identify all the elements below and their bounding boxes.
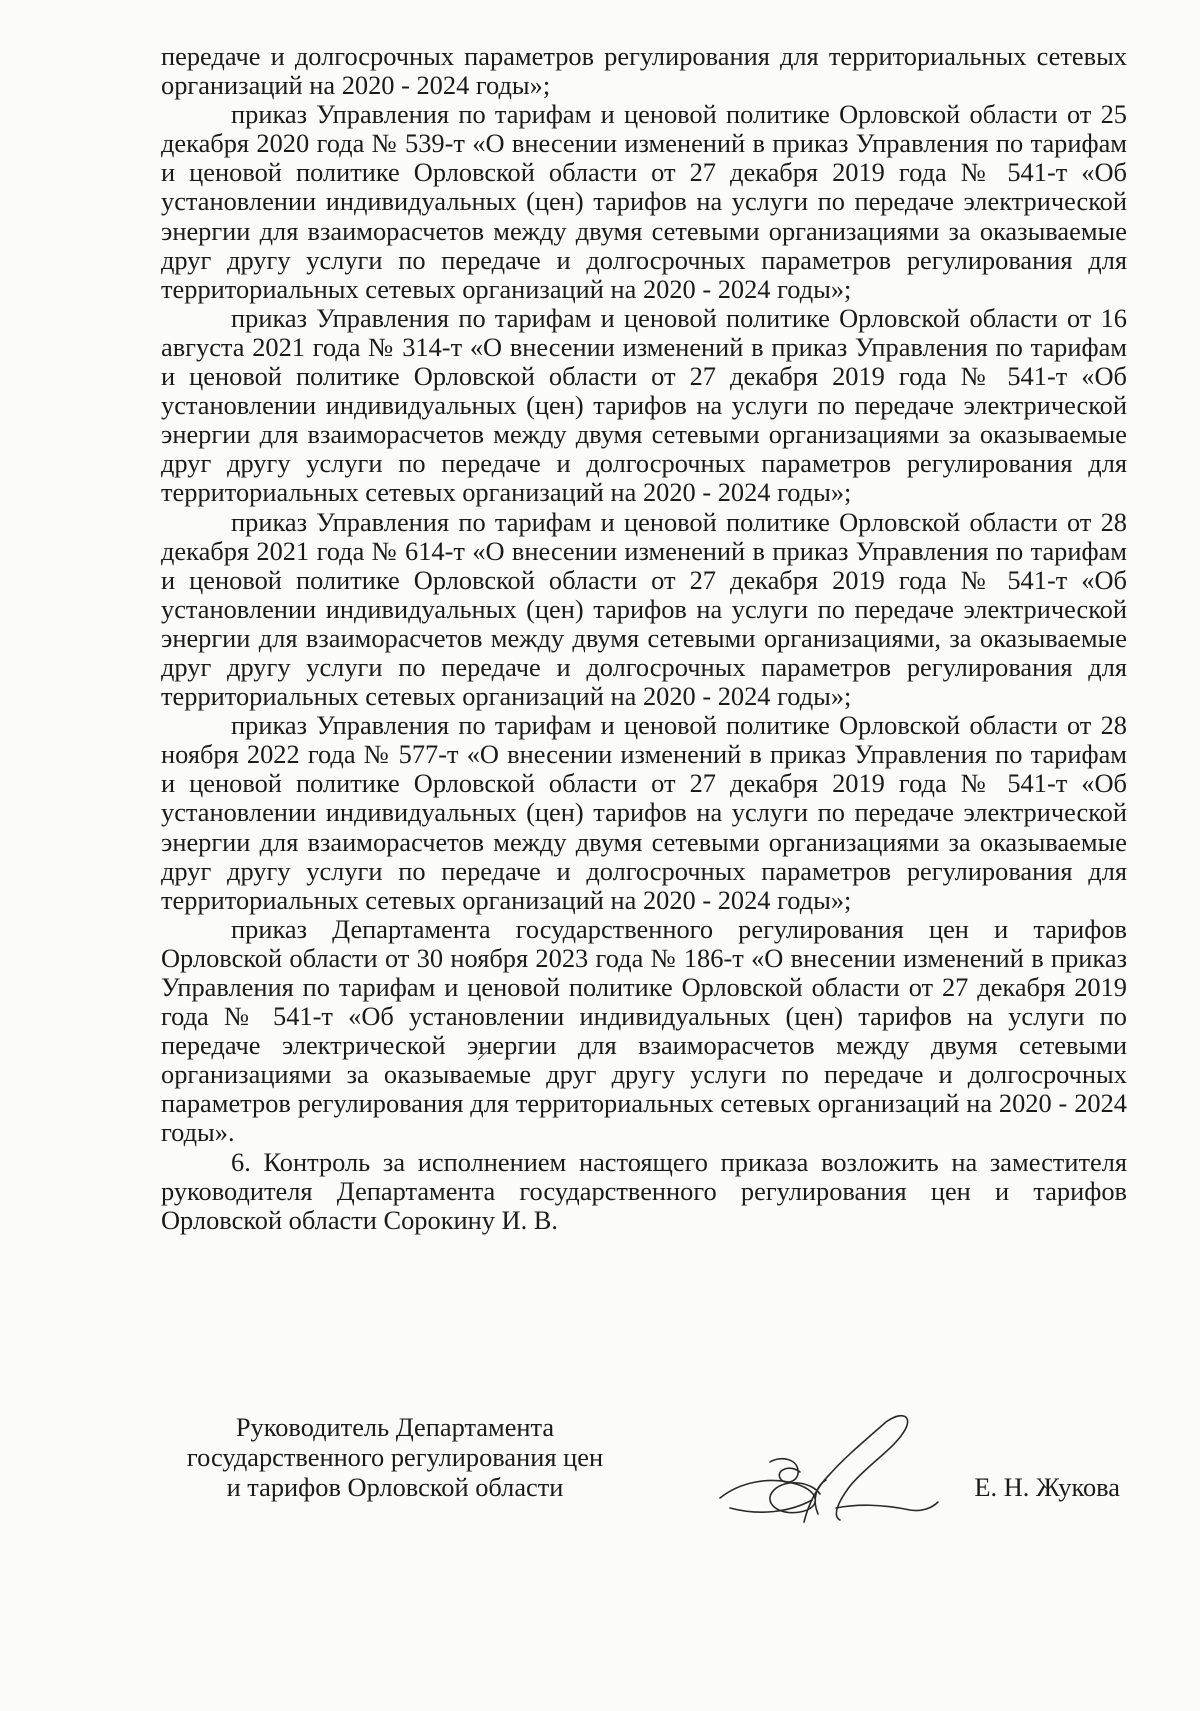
- handwritten-signature: [700, 1390, 940, 1540]
- signatory-title-line: государственного регулирования цен: [186, 1442, 604, 1472]
- paragraph-order-314: приказ Управления по тарифам и ценовой политике Орловской области от 16 августа 2021 года № 314-т «О внесении изменений в приказ Управления по тарифам и ценовой политике Орловской области от 27 декабря 2019 года № 541-т «Об установлении индивидуальных (цен) тарифов на услуги по передаче электрической энергии для взаиморасчетов между двумя сетевыми организациями за оказываемые друг другу услуги по передаче и долгосрочных параметров регулирования для территориальных сетевых организаций на 2020 - 2024 годы»;: [161, 302, 1127, 508]
- paragraph-continuation: передаче и долгосрочных параметров регулирования для территориальных сетевых организаций на 2020 - 2024 годы»;: [161, 41, 1127, 101]
- signatory-title: [150, 1412, 640, 1502]
- signatory-name: Е. Н. Жукова: [974, 1472, 1120, 1502]
- signatory-title-line: и тарифов Орловской области: [226, 1472, 564, 1502]
- paragraph-order-186: приказ Департамента государственного регулирования цен и тарифов Орловской области от 30 ноября 2023 года № 186-т «О внесении изменений в приказ Управления по тарифам и ценовой политике Орловской области от 27 декабря 2019 года № 541-т «Об установлении индивидуальных (цен) тарифов на услуги по передаче электрической энергии для взаиморасчетов между двумя сетевыми организациями за оказываемые друг другу услуги по передаче и долгосрочных параметров регулирования для территориальных сетевых организаций на 2020 - 2024 годы».: [161, 913, 1127, 1148]
- paragraph-control-clause: 6. Контроль за исполнением настоящего приказа возложить на заместителя руководителя Департамента государственного регулирования цен и тарифов Орловской области Сорокину И. В.: [161, 1146, 1127, 1235]
- paragraph-order-614: приказ Управления по тарифам и ценовой политике Орловской области от 28 декабря 2021 года № 614-т «О внесении изменений в приказ Управления по тарифам и ценовой политике Орловской области от 27 декабря 2019 года № 541-т «Об установлении индивидуальных (цен) тарифов на услуги по передаче электрической энергии для взаиморасчетов между двумя сетевыми организациями, за оказываемые друг другу услуги по передаче и долгосрочных параметров регулирования для территориальных сетевых организаций на 2020 - 2024 годы»;: [161, 506, 1127, 712]
- paragraph-order-577: приказ Управления по тарифам и ценовой политике Орловской области от 28 ноября 2022 года № 577-т «О внесении изменений в приказ Управления по тарифам и ценовой политике Орловской области от 27 декабря 2019 года № 541-т «Об установлении индивидуальных (цен) тарифов на услуги по передаче электрической энергии для взаиморасчетов между двумя сетевыми организациями за оказываемые друг другу услуги по передаче и долгосрочных параметров регулирования для территориальных сетевых организаций на 2020 - 2024 годы»;: [161, 710, 1127, 915]
- paragraph-order-539: приказ Управления по тарифам и ценовой политике Орловской области от 25 декабря 2020 года № 539-т «О внесении изменений в приказ Управления по тарифам и ценовой политике Орловской области от 27 декабря 2019 года № 541-т «Об установлении индивидуальных (цен) тарифов на услуги по передаче электрической энергии для взаиморасчетов между двумя сетевыми организациями за оказываемые друг другу услуги по передаче и долгосрочных параметров регулирования для территориальных сетевых организаций на 2020 - 2024 годы»;: [161, 99, 1127, 304]
- signatory-title-line: Руководитель Департамента: [235, 1412, 555, 1442]
